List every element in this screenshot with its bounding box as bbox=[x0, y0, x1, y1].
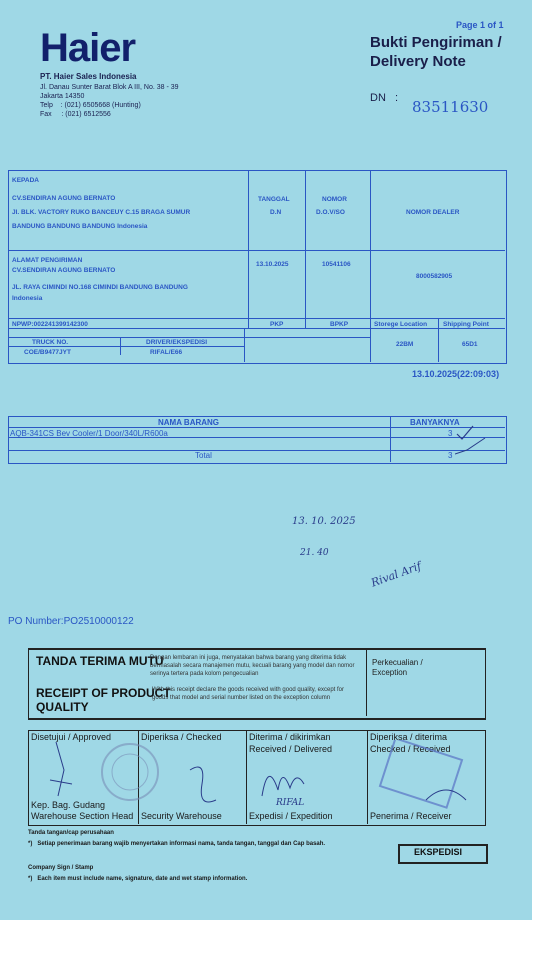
doc-title-line2: Delivery Note bbox=[370, 53, 466, 70]
driver-label: DRIVER/EKSPEDISI bbox=[146, 339, 208, 346]
total-value: 3 bbox=[448, 451, 453, 460]
receiver-stamp-icon bbox=[376, 740, 476, 820]
handwritten-signature: Rival Arif bbox=[369, 559, 424, 590]
company-name: PT. Haier Sales Indonesia bbox=[40, 72, 137, 81]
security-signature-icon bbox=[186, 760, 226, 810]
shipping-point-value: 65D1 bbox=[462, 341, 478, 348]
recipient-name: CV.SENDIRAN AGUNG BERNATO bbox=[12, 195, 116, 202]
doc-title-line1: Bukti Pengiriman / bbox=[370, 34, 502, 51]
exception-label-2: Exception bbox=[372, 668, 408, 677]
received-label-1: Diperiksa / diterima bbox=[370, 732, 448, 742]
tanggal-sub: D.N bbox=[270, 209, 282, 216]
shipping-date: 13.10.2025 bbox=[256, 261, 289, 268]
delivered-label-2: Received / Delivered bbox=[249, 744, 333, 754]
driver-value: RIFAL/E66 bbox=[150, 349, 183, 356]
dn-number: 83511630 bbox=[412, 98, 489, 116]
receipt-title-en-1: RECEIPT OF PRODUCT bbox=[36, 686, 171, 700]
item-row-qty: 3 bbox=[448, 429, 453, 438]
pkp-label: PKP bbox=[270, 321, 284, 328]
receipt-desc-id: Dengan lembaran ini juga, menyatakan bahwa barang yang diterima tidak bermasalah secara manajemen mutu, kecuali barang yang model dan nomor serinya tertera pada kolom pengecualian bbox=[150, 655, 355, 677]
receipt-title-id: TANDA TERIMA MUTU bbox=[36, 654, 164, 668]
penerima-label: Penerima / Receiver bbox=[370, 811, 452, 821]
company-fax: Fax : (021) 6512556 bbox=[40, 111, 111, 118]
recipient-address-1: Jl. BLK. VACTORY RUKO BANCEUY C.15 BRAGA SUMUR bbox=[12, 209, 191, 216]
item-name-header: NAMA BARANG bbox=[158, 418, 220, 427]
shipping-label: ALAMAT PENGIRIMAN bbox=[12, 257, 83, 264]
received-label-2: Checked / Received bbox=[370, 744, 451, 754]
po-number: PO Number:PO2510000122 bbox=[8, 616, 134, 627]
warehouse-label-1: Kep. Bag. Gudang bbox=[31, 800, 106, 810]
company-sign-note: *) Each item must include name, signature, date and wet stamp information. bbox=[28, 876, 248, 882]
receipt-title-en-2: QUALITY bbox=[36, 700, 89, 714]
company-address-1: Jl. Danau Sunter Barat Blok A III, No. 38 - 39 bbox=[40, 84, 179, 91]
ekspedisi-label: EKSPEDISI bbox=[414, 847, 463, 857]
sign-note: *) Setiap penerimaan barang wajib menyertakan informasi nama, tanda tangan, tanggal dan Cap basah. bbox=[28, 841, 326, 847]
shipping-point-label: Shipping Point bbox=[443, 321, 489, 328]
shipping-number: 10541106 bbox=[322, 261, 351, 268]
checked-label: Diperiksa / Checked bbox=[141, 732, 222, 742]
expedisi-label: Expedisi / Expedition bbox=[249, 811, 333, 821]
storage-label: Storege Location bbox=[374, 321, 428, 328]
truck-label: TRUCK NO. bbox=[32, 339, 69, 346]
npwp: NPWP:002241399142300 bbox=[12, 321, 88, 328]
nomor-sub: D.O.V/SO bbox=[316, 209, 345, 216]
recipient-address-2: BANDUNG BANDUNG BANDUNG Indonesia bbox=[12, 223, 148, 230]
tanggal-label: TANGGAL bbox=[258, 196, 290, 203]
item-row-name: AQB-341CS Bev Cooler/1 Door/340L/R600a bbox=[10, 429, 168, 438]
qty-check-mark bbox=[455, 424, 495, 460]
dn-label: DN : bbox=[370, 92, 399, 104]
shipping-address-2: Indonesia bbox=[12, 295, 43, 302]
timestamp: 13.10.2025(22:09:03) bbox=[412, 369, 500, 379]
nomor-label: NOMOR bbox=[322, 196, 347, 203]
exception-label: Perkecualian / bbox=[372, 658, 423, 667]
dealer-label: NOMOR DEALER bbox=[406, 209, 460, 216]
truck-value: COE/B9477JYT bbox=[24, 349, 71, 356]
company-sign-label: Company Sign / Stamp bbox=[28, 865, 94, 871]
handwritten-date: 13. 10. 2025 bbox=[292, 516, 356, 527]
haier-logo: Haier bbox=[40, 26, 136, 70]
security-label: Security Warehouse bbox=[141, 811, 222, 821]
expedition-signature-icon bbox=[258, 760, 308, 800]
total-label: Total bbox=[195, 451, 212, 460]
shipping-name: CV.SENDIRAN AGUNG BERNATO bbox=[12, 267, 116, 274]
page-indicator: Page 1 of 1 bbox=[456, 20, 504, 30]
shipping-address-1: JL. RAYA CIMINDI NO.168 CIMINDI BANDUNG BANDUNG bbox=[12, 284, 188, 291]
handwritten-rifal: RIFAL bbox=[276, 798, 305, 808]
approver-signature-icon bbox=[44, 740, 84, 800]
storage-value: 22BM bbox=[396, 341, 414, 348]
item-qty-header: BANYAKNYA bbox=[410, 418, 460, 427]
dealer-number: 8000582905 bbox=[416, 273, 453, 280]
handwritten-time: 21. 40 bbox=[300, 548, 329, 558]
company-phone: Telp : (021) 6505668 (Hunting) bbox=[40, 102, 141, 109]
receipt-desc-en: With this receipt declare the goods received with good quality, except for goods that model and serial number listed on the exception column bbox=[152, 687, 344, 701]
warehouse-label-2: Warehouse Section Head bbox=[31, 811, 134, 821]
delivered-label-1: Diterima / dikirimkan bbox=[249, 732, 331, 742]
company-address-2: Jakarta 14350 bbox=[40, 93, 85, 100]
bpkp-label: BPKP bbox=[330, 321, 349, 328]
warehouse-stamp-icon bbox=[90, 738, 170, 808]
recipient-label: KEPADA bbox=[12, 177, 39, 184]
sign-label: Tanda tangan/cap perusahaan bbox=[28, 830, 114, 836]
approved-label: Disetujui / Approved bbox=[31, 732, 112, 742]
